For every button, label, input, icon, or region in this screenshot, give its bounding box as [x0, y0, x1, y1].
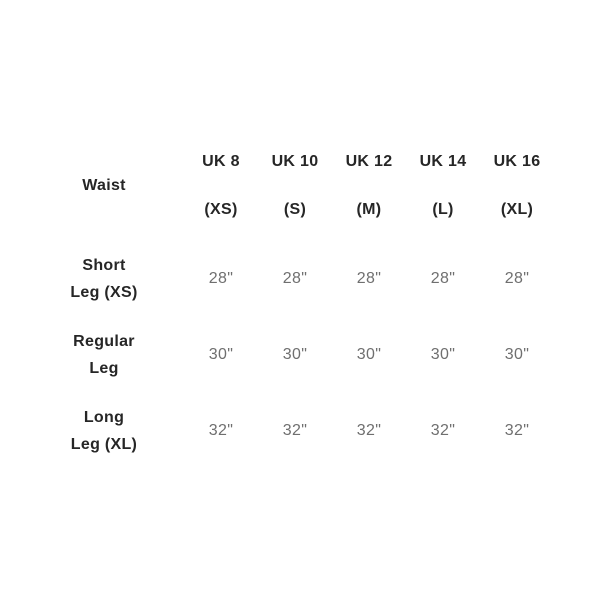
column-header-size: UK 8	[202, 153, 240, 170]
size-value: 32"	[282, 422, 308, 439]
table-row-short-leg	[24, 252, 554, 306]
size-value: 32"	[208, 422, 234, 439]
size-value-cell	[258, 328, 332, 382]
row-label-cell	[24, 252, 184, 306]
column-header-size: UK 14	[419, 153, 467, 170]
size-value-cell	[258, 252, 332, 306]
size-value-cell	[480, 328, 554, 382]
size-value-cell	[184, 328, 258, 382]
column-header-alpha: (L)	[432, 201, 454, 218]
column-header-uk14	[406, 152, 480, 220]
row-label-line2: Leg (XS)	[70, 284, 138, 301]
size-value-cell	[480, 252, 554, 306]
column-header-uk12	[332, 152, 406, 220]
table-row-long-leg	[24, 404, 554, 458]
row-label-cell	[24, 328, 184, 382]
size-chart-header-row	[24, 152, 554, 220]
size-value: 30"	[430, 346, 456, 363]
size-value: 30"	[504, 346, 530, 363]
size-value: 30"	[208, 346, 234, 363]
size-value-cell	[332, 252, 406, 306]
size-value-cell	[184, 404, 258, 458]
column-header-uk10	[258, 152, 332, 220]
column-header-uk8	[184, 152, 258, 220]
row-label-line2: Leg (XL)	[70, 436, 138, 453]
row-label-line1: Long	[83, 409, 125, 426]
size-value-cell	[332, 328, 406, 382]
size-value: 30"	[356, 346, 382, 363]
row-label-cell	[24, 404, 184, 458]
column-header-size: UK 16	[493, 153, 541, 170]
column-header-alpha: (S)	[283, 201, 307, 218]
row-label-line1: Short	[82, 257, 126, 274]
column-header-uk16	[480, 152, 554, 220]
size-value: 32"	[356, 422, 382, 439]
column-header-size: UK 10	[271, 153, 319, 170]
column-header-alpha: (XS)	[204, 201, 238, 218]
waist-label: Waist	[82, 177, 126, 194]
size-value: 30"	[282, 346, 308, 363]
size-value: 28"	[208, 270, 234, 287]
row-label-line1: Regular	[73, 333, 135, 350]
size-value: 32"	[430, 422, 456, 439]
size-value: 28"	[504, 270, 530, 287]
size-value-cell	[406, 404, 480, 458]
size-value: 28"	[356, 270, 382, 287]
column-header-alpha: (M)	[356, 201, 382, 218]
size-chart	[24, 152, 554, 458]
size-value-cell	[332, 404, 406, 458]
size-value-cell	[406, 252, 480, 306]
row-label-line2: Leg	[89, 360, 119, 377]
column-header-alpha: (XL)	[500, 201, 534, 218]
size-value-cell	[480, 404, 554, 458]
size-value: 28"	[430, 270, 456, 287]
size-value-cell	[184, 252, 258, 306]
size-value: 32"	[504, 422, 530, 439]
size-value-cell	[406, 328, 480, 382]
size-value-cell	[258, 404, 332, 458]
column-header-size: UK 12	[345, 153, 393, 170]
table-row-regular-leg	[24, 328, 554, 382]
size-value: 28"	[282, 270, 308, 287]
waist-header-cell	[24, 152, 184, 220]
